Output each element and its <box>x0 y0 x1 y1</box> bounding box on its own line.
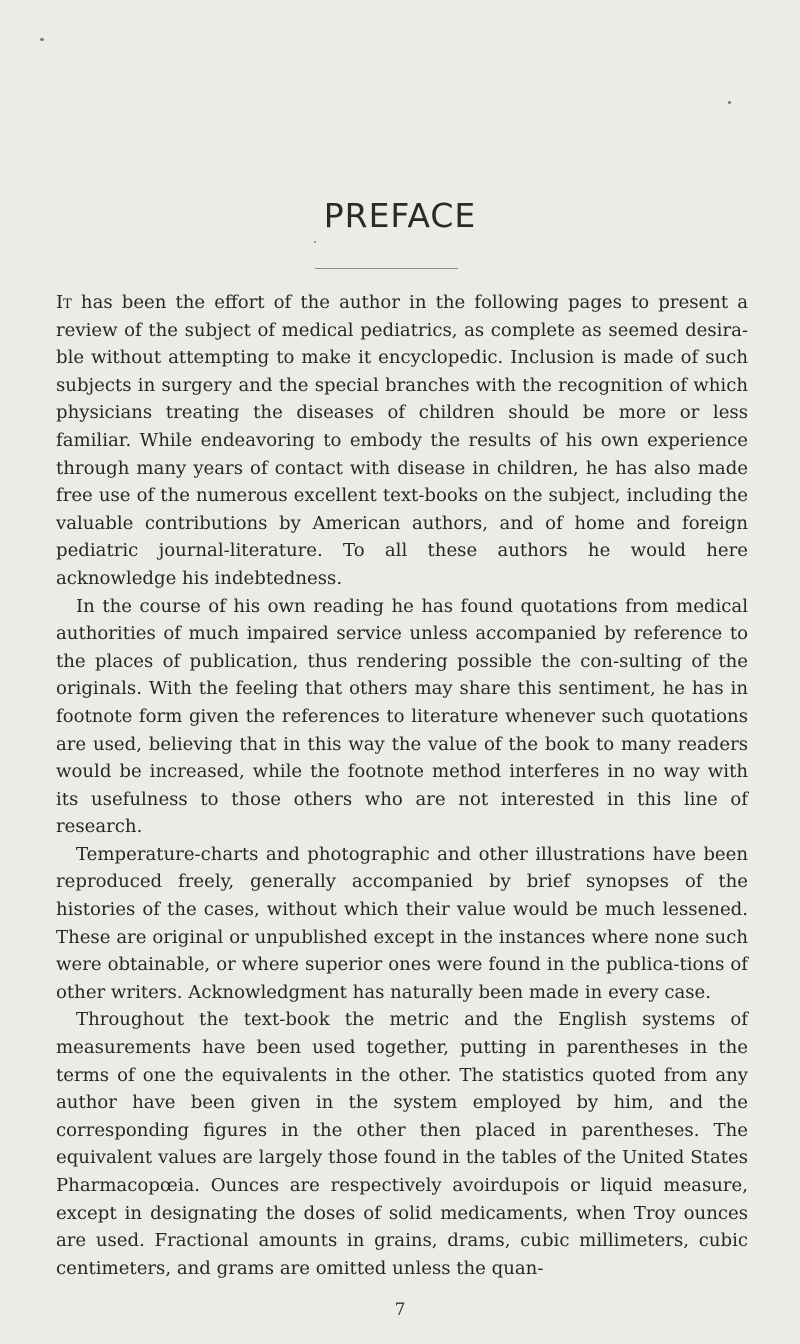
page-number: 7 <box>394 1300 406 1320</box>
paragraph-lead-word: It <box>56 292 72 313</box>
paragraph-text: has been the effort of the author in the following pages to present a review of the subject of medical pediatrics, as complete as seemed desira-ble without attempting to make it encyclopedic. Inclusion is made of such subjects in surgery and the special branches with the recognition of which physicians treating the diseases of children should be more or less familiar. While endeavoring to embody the results of his own experience through many years of contact with disease in children, he has also made free use of the numerous excellent text-books on the subject, including the valuable contributions by American authors, and of home and foreign pediatric journal-literature. To all these authors he would here acknowledge his indebtedness. <box>56 292 748 589</box>
print-speck <box>40 38 44 41</box>
paragraph: Throughout the text-book the metric and the English systems of measurements have been used together, putting in parentheses in the terms of one the equivalents in the other. The statistics quoted from any author have been given in the system employed by him, and the corresponding figures in the other then placed in parentheses. The equivalent values are largely those found in the tables of the United States Pharmacopœia. Ounces are respectively avoirdupois or liquid measure, except in designating the doses of solid medicaments, when Troy ounces are used. Fractional amounts in grains, drams, cubic millimeters, cubic centimeters, and grams are omitted unless the quan- <box>56 1009 748 1279</box>
paragraph <box>56 289 748 593</box>
paragraph: Temperature-charts and photographic and other illustrations have been reproduced freely, generally accompanied by brief synopses of the histories of the cases, without which their value would be much lessened. These are original or unpublished except in the instances where none such were obtainable, or where superior ones were found in the publica-tions of other writers. Acknowledgment has naturally been made in every case. <box>56 843 748 1003</box>
print-speck <box>314 241 316 243</box>
page-title: PREFACE <box>323 196 477 235</box>
paragraph: In the course of his own reading he has found quotations from medical authorities of much impaired service unless accompanied by reference to the places of publication, thus rendering possible the con-sulting of the originals. With the feeling that others may share this sentiment, he has in footnote form given the references to literature whenever such quotations are used, believing that in this way the value of the book to many readers would be increased, while the footnote method interferes in no way with its usefulness to those others who are not interested in this line of research. <box>56 595 748 838</box>
title-divider <box>315 268 458 269</box>
print-speck <box>728 101 731 104</box>
preface-text <box>56 289 748 1282</box>
